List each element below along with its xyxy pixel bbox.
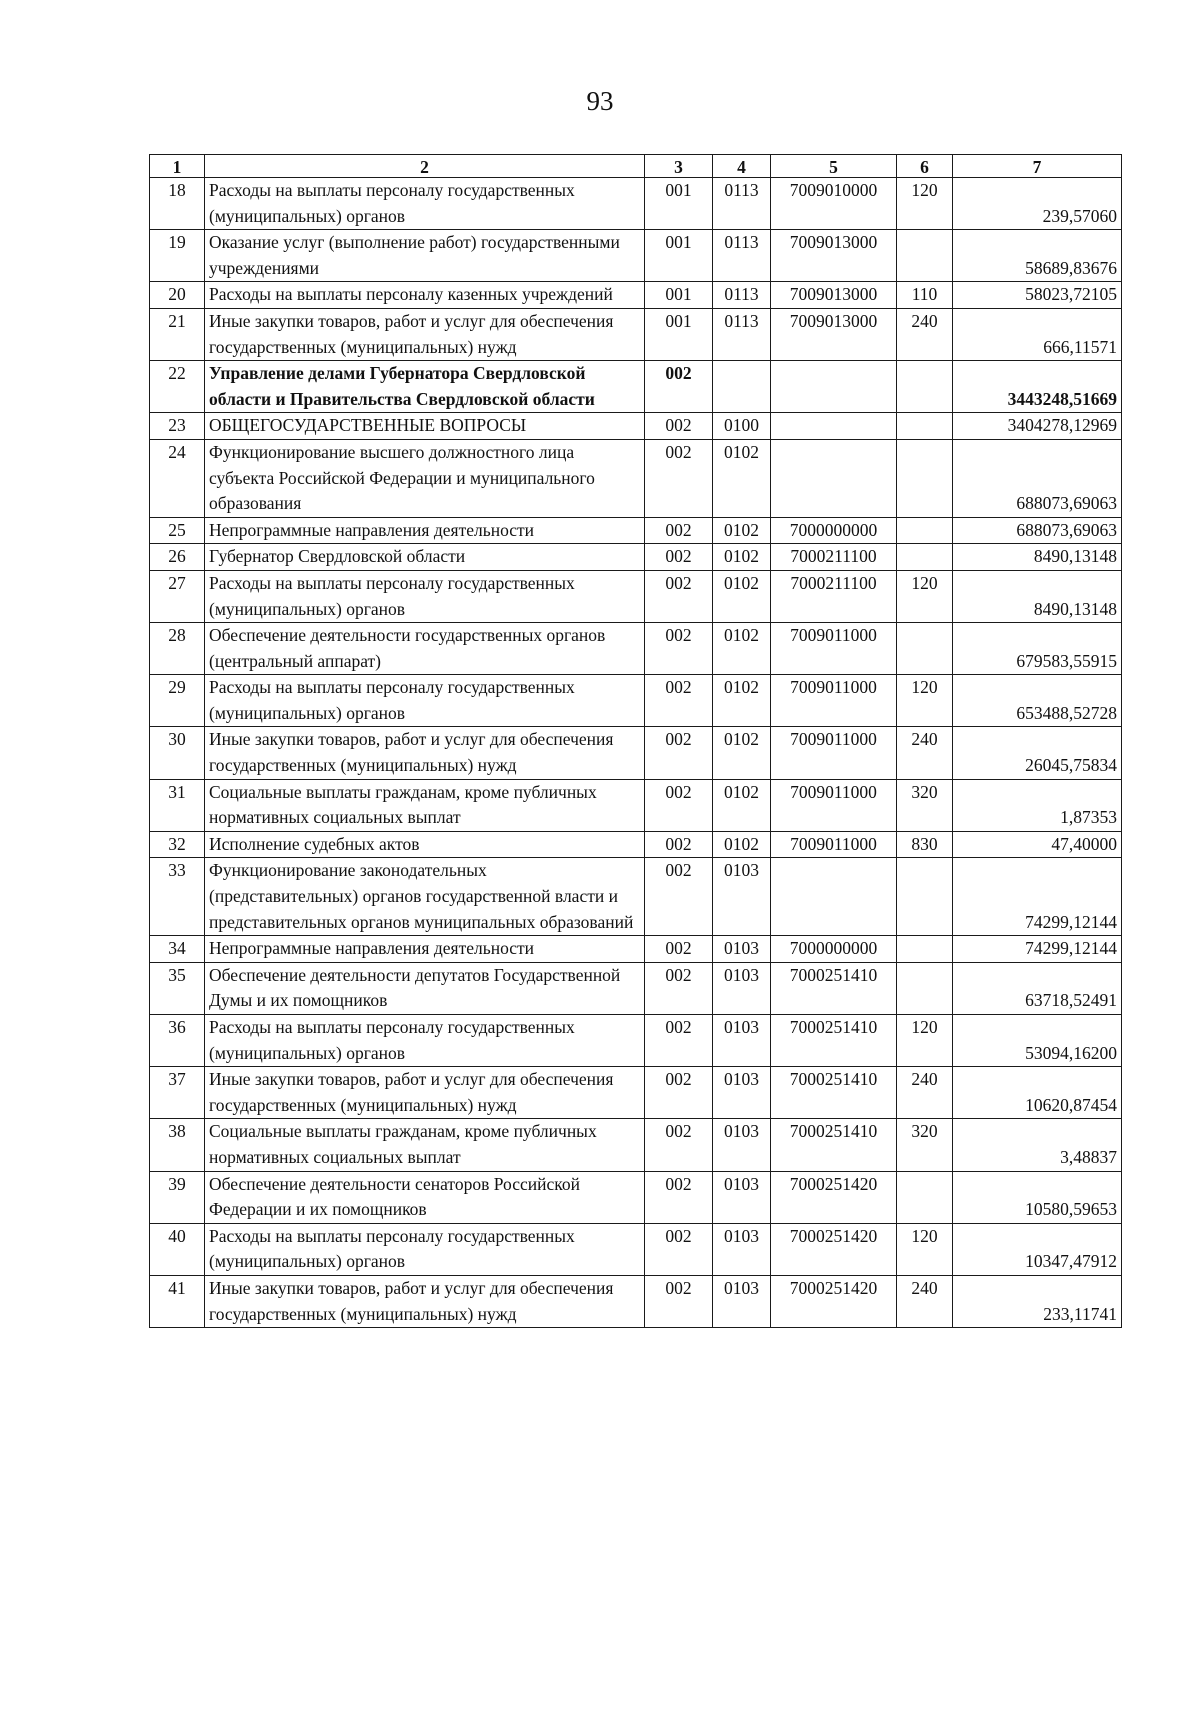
row-admin-code-cell: 001 — [645, 230, 713, 282]
row-name-cell: Расходы на выплаты персоналу государственных (муниципальных) органов — [205, 1223, 645, 1275]
row-amount-cell: 688073,69063 — [953, 517, 1122, 544]
row-name-cell: Расходы на выплаты персоналу государственных (муниципальных) органов — [205, 675, 645, 727]
row-section-code-cell: 0103 — [713, 858, 771, 936]
row-target-code-cell: 7000251410 — [771, 1067, 897, 1119]
row-expense-type-cell: 240 — [897, 308, 953, 360]
row-number-cell: 29 — [150, 675, 205, 727]
row-target-code-cell — [771, 361, 897, 413]
row-number-cell: 24 — [150, 439, 205, 517]
row-amount-cell: 8490,13148 — [953, 570, 1122, 622]
row-expense-type-cell: 830 — [897, 831, 953, 858]
row-number-cell: 32 — [150, 831, 205, 858]
row-expense-type-cell — [897, 1171, 953, 1223]
row-name-cell: Расходы на выплаты персоналу государственных (муниципальных) органов — [205, 178, 645, 230]
row-admin-code-cell: 002 — [645, 361, 713, 413]
row-number-cell: 40 — [150, 1223, 205, 1275]
row-amount-cell: 74299,12144 — [953, 936, 1122, 963]
row-expense-type-cell: 120 — [897, 675, 953, 727]
row-amount-cell: 1,87353 — [953, 779, 1122, 831]
row-name-cell: Функционирование высшего должностного лица субъекта Российской Федерации и муниципального образования — [205, 439, 645, 517]
row-name-cell: Непрограммные направления деятельности — [205, 517, 645, 544]
row-number-cell: 34 — [150, 936, 205, 963]
row-admin-code-cell: 002 — [645, 831, 713, 858]
row-name-cell: Иные закупки товаров, работ и услуг для обеспечения государственных (муниципальных) нужд — [205, 1067, 645, 1119]
row-section-code-cell: 0103 — [713, 1015, 771, 1067]
row-expense-type-cell — [897, 413, 953, 440]
row-target-code-cell: 7000000000 — [771, 517, 897, 544]
row-number-cell: 30 — [150, 727, 205, 779]
row-amount-cell: 26045,75834 — [953, 727, 1122, 779]
row-target-code-cell — [771, 413, 897, 440]
row-expense-type-cell: 120 — [897, 1015, 953, 1067]
row-admin-code-cell: 002 — [645, 779, 713, 831]
table-row — [150, 675, 1122, 727]
row-section-code-cell: 0102 — [713, 779, 771, 831]
row-number-cell: 27 — [150, 570, 205, 622]
row-expense-type-cell — [897, 230, 953, 282]
row-target-code-cell: 7000211100 — [771, 570, 897, 622]
row-section-code-cell: 0103 — [713, 1171, 771, 1223]
row-target-code-cell: 7009011000 — [771, 831, 897, 858]
row-section-code-cell: 0102 — [713, 439, 771, 517]
row-section-code-cell: 0103 — [713, 1275, 771, 1327]
row-name-cell: Обеспечение деятельности сенаторов Российской Федерации и их помощников — [205, 1171, 645, 1223]
row-name-cell: Обеспечение деятельности государственных органов (центральный аппарат) — [205, 623, 645, 675]
row-section-code-cell: 0113 — [713, 308, 771, 360]
row-target-code-cell: 7000251410 — [771, 1119, 897, 1171]
table-row — [150, 623, 1122, 675]
row-name-cell: Обеспечение деятельности депутатов Государственной Думы и их помощников — [205, 962, 645, 1014]
table-row — [150, 779, 1122, 831]
row-number-cell: 25 — [150, 517, 205, 544]
row-section-code-cell: 0103 — [713, 962, 771, 1014]
row-expense-type-cell: 120 — [897, 1223, 953, 1275]
header-cell-4: 4 — [713, 155, 771, 178]
row-admin-code-cell: 002 — [645, 858, 713, 936]
table-row — [150, 308, 1122, 360]
row-admin-code-cell: 002 — [645, 623, 713, 675]
row-admin-code-cell: 001 — [645, 308, 713, 360]
row-amount-cell: 58689,83676 — [953, 230, 1122, 282]
row-admin-code-cell: 002 — [645, 544, 713, 571]
header-cell-6: 6 — [897, 155, 953, 178]
row-expense-type-cell — [897, 361, 953, 413]
table-row — [150, 178, 1122, 230]
page-number: 93 — [586, 86, 614, 116]
row-number-cell: 21 — [150, 308, 205, 360]
row-amount-cell: 239,57060 — [953, 178, 1122, 230]
table-row — [150, 439, 1122, 517]
header-cell-7: 7 — [953, 155, 1122, 178]
row-amount-cell: 10347,47912 — [953, 1223, 1122, 1275]
row-section-code-cell: 0113 — [713, 230, 771, 282]
row-expense-type-cell: 240 — [897, 1067, 953, 1119]
table-row — [150, 282, 1122, 309]
row-amount-cell: 666,11571 — [953, 308, 1122, 360]
row-admin-code-cell: 002 — [645, 675, 713, 727]
row-amount-cell: 688073,69063 — [953, 439, 1122, 517]
row-target-code-cell: 7009013000 — [771, 282, 897, 309]
budget-table — [149, 154, 1122, 1328]
row-admin-code-cell: 002 — [645, 1275, 713, 1327]
row-section-code-cell: 0103 — [713, 1119, 771, 1171]
row-target-code-cell: 7009013000 — [771, 308, 897, 360]
row-admin-code-cell: 002 — [645, 1067, 713, 1119]
row-target-code-cell: 7009011000 — [771, 727, 897, 779]
table-row — [150, 858, 1122, 936]
table-row — [150, 727, 1122, 779]
header-cell-5: 5 — [771, 155, 897, 178]
row-expense-type-cell — [897, 936, 953, 963]
row-target-code-cell: 7009011000 — [771, 675, 897, 727]
row-amount-cell: 63718,52491 — [953, 962, 1122, 1014]
table-row — [150, 1015, 1122, 1067]
row-target-code-cell: 7009011000 — [771, 779, 897, 831]
row-name-cell: Губернатор Свердловской области — [205, 544, 645, 571]
row-name-cell: Расходы на выплаты персоналу казенных учреждений — [205, 282, 645, 309]
row-admin-code-cell: 002 — [645, 1223, 713, 1275]
row-number-cell: 31 — [150, 779, 205, 831]
row-expense-type-cell — [897, 439, 953, 517]
row-name-cell: Расходы на выплаты персоналу государственных (муниципальных) органов — [205, 1015, 645, 1067]
table-row — [150, 517, 1122, 544]
row-admin-code-cell: 001 — [645, 178, 713, 230]
table-row — [150, 1171, 1122, 1223]
row-admin-code-cell: 002 — [645, 1015, 713, 1067]
row-name-cell: Иные закупки товаров, работ и услуг для обеспечения государственных (муниципальных) нужд — [205, 308, 645, 360]
row-amount-cell: 3,48837 — [953, 1119, 1122, 1171]
row-expense-type-cell: 320 — [897, 1119, 953, 1171]
table-row — [150, 230, 1122, 282]
row-name-cell: Социальные выплаты гражданам, кроме публичных нормативных социальных выплат — [205, 779, 645, 831]
row-target-code-cell: 7009013000 — [771, 230, 897, 282]
row-target-code-cell: 7000211100 — [771, 544, 897, 571]
row-amount-cell: 3443248,51669 — [953, 361, 1122, 413]
row-section-code-cell: 0103 — [713, 1223, 771, 1275]
row-admin-code-cell: 002 — [645, 413, 713, 440]
row-name-cell: Иные закупки товаров, работ и услуг для обеспечения государственных (муниципальных) нужд — [205, 727, 645, 779]
row-admin-code-cell: 002 — [645, 1119, 713, 1171]
row-expense-type-cell — [897, 517, 953, 544]
row-section-code-cell: 0102 — [713, 544, 771, 571]
header-cell-1: 1 — [150, 155, 205, 178]
row-admin-code-cell: 002 — [645, 936, 713, 963]
row-number-cell: 26 — [150, 544, 205, 571]
row-number-cell: 20 — [150, 282, 205, 309]
row-number-cell: 39 — [150, 1171, 205, 1223]
row-number-cell: 37 — [150, 1067, 205, 1119]
row-admin-code-cell: 002 — [645, 727, 713, 779]
row-number-cell: 38 — [150, 1119, 205, 1171]
row-target-code-cell: 7009010000 — [771, 178, 897, 230]
row-section-code-cell: 0103 — [713, 936, 771, 963]
row-name-cell: Непрограммные направления деятельности — [205, 936, 645, 963]
row-admin-code-cell: 002 — [645, 439, 713, 517]
row-target-code-cell: 7000251420 — [771, 1171, 897, 1223]
table-row — [150, 1223, 1122, 1275]
row-amount-cell: 679583,55915 — [953, 623, 1122, 675]
row-section-code-cell: 0100 — [713, 413, 771, 440]
row-section-code-cell: 0102 — [713, 623, 771, 675]
row-amount-cell: 233,11741 — [953, 1275, 1122, 1327]
row-expense-type-cell: 120 — [897, 178, 953, 230]
row-amount-cell: 3404278,12969 — [953, 413, 1122, 440]
row-number-cell: 28 — [150, 623, 205, 675]
row-number-cell: 18 — [150, 178, 205, 230]
table-row — [150, 570, 1122, 622]
row-name-cell: ОБЩЕГОСУДАРСТВЕННЫЕ ВОПРОСЫ — [205, 413, 645, 440]
row-amount-cell: 53094,16200 — [953, 1015, 1122, 1067]
row-name-cell: Иные закупки товаров, работ и услуг для обеспечения государственных (муниципальных) нужд — [205, 1275, 645, 1327]
header-cell-3: 3 — [645, 155, 713, 178]
table-row — [150, 1119, 1122, 1171]
row-section-code-cell — [713, 361, 771, 413]
header-cell-2: 2 — [205, 155, 645, 178]
table-row — [150, 936, 1122, 963]
row-section-code-cell: 0102 — [713, 517, 771, 544]
row-section-code-cell: 0102 — [713, 727, 771, 779]
row-target-code-cell: 7000251420 — [771, 1275, 897, 1327]
row-expense-type-cell: 240 — [897, 1275, 953, 1327]
row-name-cell: Социальные выплаты гражданам, кроме публичных нормативных социальных выплат — [205, 1119, 645, 1171]
row-number-cell: 36 — [150, 1015, 205, 1067]
row-name-cell: Исполнение судебных актов — [205, 831, 645, 858]
row-admin-code-cell: 002 — [645, 570, 713, 622]
table-row — [150, 1067, 1122, 1119]
row-number-cell: 23 — [150, 413, 205, 440]
row-expense-type-cell: 240 — [897, 727, 953, 779]
row-target-code-cell — [771, 858, 897, 936]
row-expense-type-cell: 320 — [897, 779, 953, 831]
table-header-row — [150, 155, 1122, 178]
row-expense-type-cell: 120 — [897, 570, 953, 622]
row-amount-cell: 10620,87454 — [953, 1067, 1122, 1119]
table-row — [150, 413, 1122, 440]
row-target-code-cell: 7000251410 — [771, 1015, 897, 1067]
row-section-code-cell: 0113 — [713, 282, 771, 309]
row-amount-cell: 58023,72105 — [953, 282, 1122, 309]
row-number-cell: 22 — [150, 361, 205, 413]
row-section-code-cell: 0103 — [713, 1067, 771, 1119]
row-amount-cell: 653488,52728 — [953, 675, 1122, 727]
row-name-cell: Оказание услуг (выполнение работ) государственными учреждениями — [205, 230, 645, 282]
table-row — [150, 544, 1122, 571]
row-name-cell: Функционирование законодательных (представительных) органов государственной власти и представительных органов муниципальных образований — [205, 858, 645, 936]
row-admin-code-cell: 002 — [645, 962, 713, 1014]
row-admin-code-cell: 002 — [645, 1171, 713, 1223]
row-target-code-cell: 7000251410 — [771, 962, 897, 1014]
row-target-code-cell: 7000000000 — [771, 936, 897, 963]
row-target-code-cell — [771, 439, 897, 517]
row-amount-cell: 8490,13148 — [953, 544, 1122, 571]
row-expense-type-cell — [897, 858, 953, 936]
row-amount-cell: 74299,12144 — [953, 858, 1122, 936]
table-row — [150, 1275, 1122, 1327]
row-expense-type-cell — [897, 544, 953, 571]
row-section-code-cell: 0102 — [713, 831, 771, 858]
row-section-code-cell: 0102 — [713, 675, 771, 727]
row-name-cell: Расходы на выплаты персоналу государственных (муниципальных) органов — [205, 570, 645, 622]
row-amount-cell: 47,40000 — [953, 831, 1122, 858]
row-number-cell: 35 — [150, 962, 205, 1014]
table-row — [150, 361, 1122, 413]
row-admin-code-cell: 001 — [645, 282, 713, 309]
row-section-code-cell: 0102 — [713, 570, 771, 622]
row-admin-code-cell: 002 — [645, 517, 713, 544]
row-number-cell: 33 — [150, 858, 205, 936]
row-number-cell: 41 — [150, 1275, 205, 1327]
row-number-cell: 19 — [150, 230, 205, 282]
row-expense-type-cell — [897, 623, 953, 675]
table-row — [150, 831, 1122, 858]
row-section-code-cell: 0113 — [713, 178, 771, 230]
row-amount-cell: 10580,59653 — [953, 1171, 1122, 1223]
row-name-cell: Управление делами Губернатора Свердловской области и Правительства Свердловской области — [205, 361, 645, 413]
table-row — [150, 962, 1122, 1014]
row-target-code-cell: 7000251420 — [771, 1223, 897, 1275]
row-expense-type-cell — [897, 962, 953, 1014]
row-target-code-cell: 7009011000 — [771, 623, 897, 675]
row-expense-type-cell: 110 — [897, 282, 953, 309]
